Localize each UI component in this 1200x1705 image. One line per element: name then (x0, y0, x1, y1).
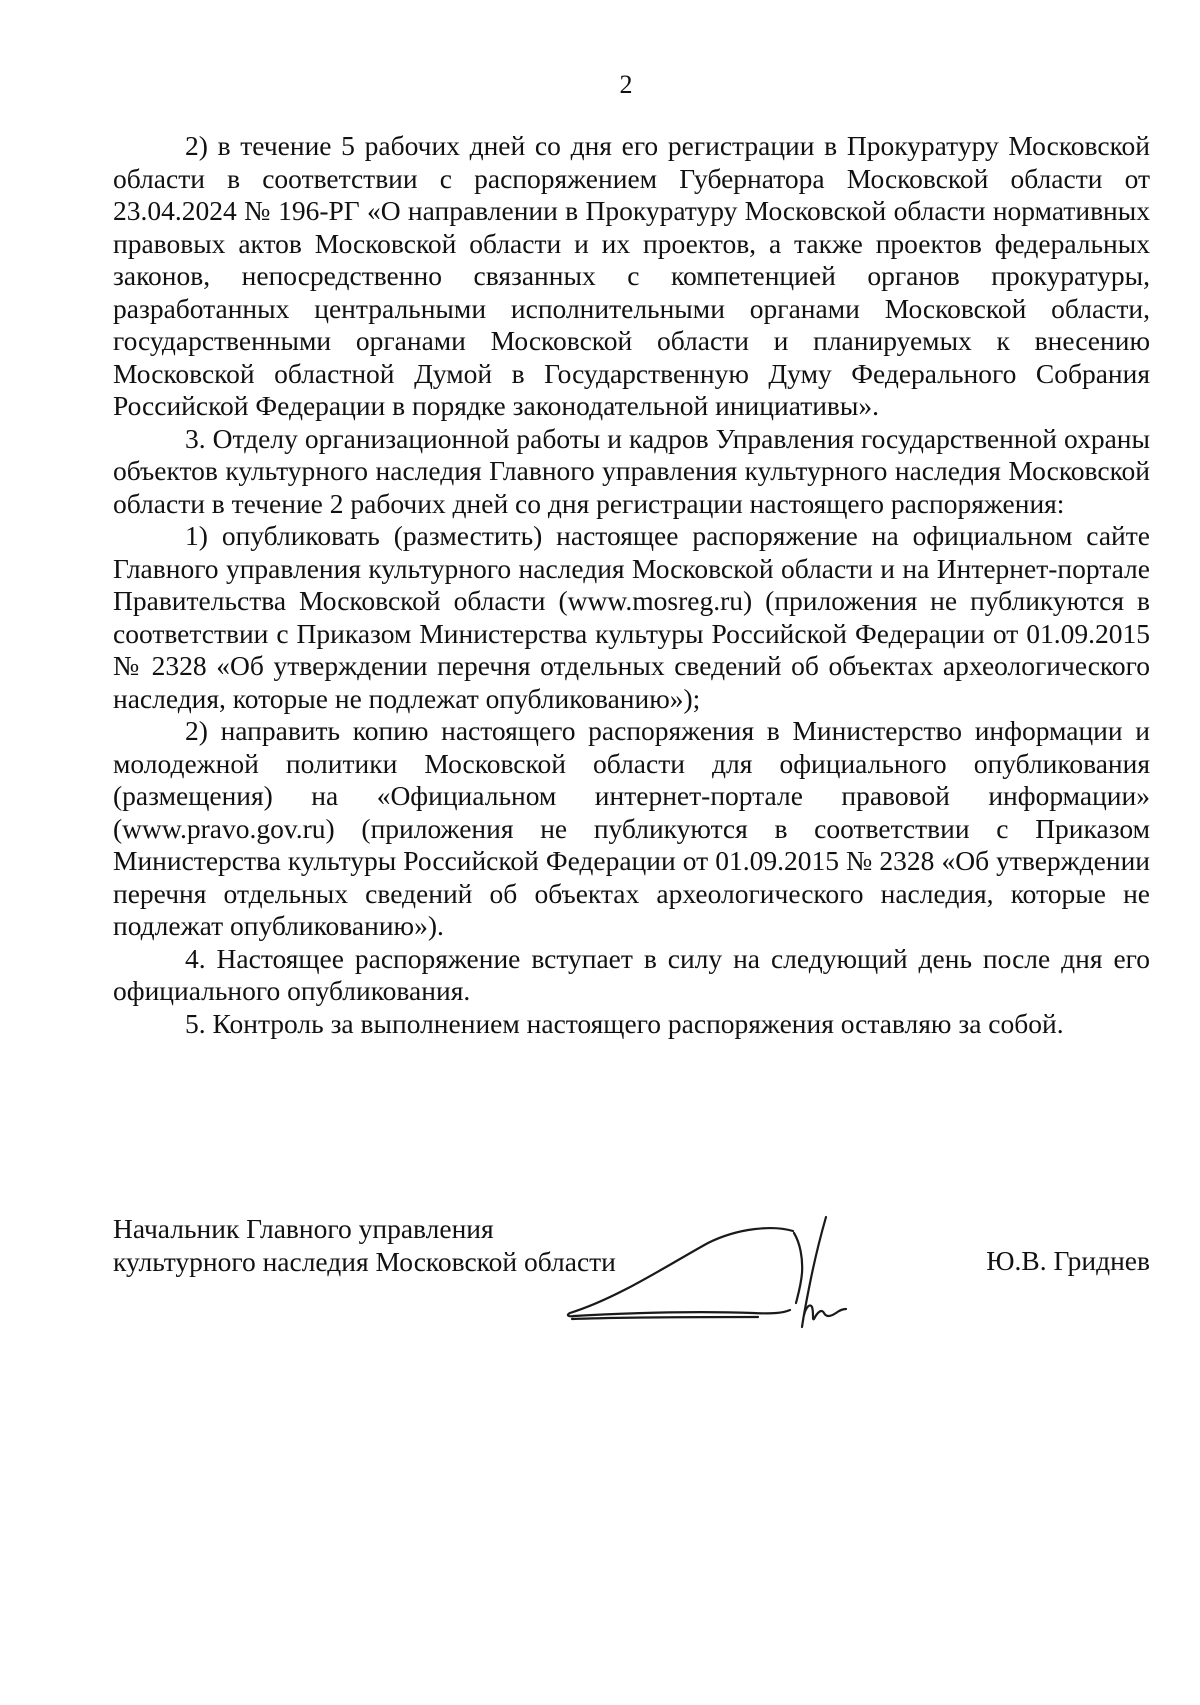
paragraph-3-2-send-copy: 2) направить копию настоящего распоряжения в Министерство информации и молодежной политики Московской области для официального опубликования (размещения) на «Официальном интернет-портале правовой информации» (www.pravo.gov.ru) (приложения не публикуются в соответствии с Приказом Министерства культуры Российской Федерации от 01.09.2015 № 2328 «Об утверждении перечня отдельных сведений об объектах археологического наследия, которые не подлежат опубликованию»). (113, 715, 1150, 941)
signature-block (113, 1213, 1150, 1353)
signatory-position-line-1: Начальник Главного управления (113, 1213, 494, 1244)
signatory-position-line-2: культурного наследия Московской области (113, 1245, 616, 1277)
paragraph-4-effective: 4. Настоящее распоряжение вступает в силу на следующий день после дня его официального опубликования. (113, 942, 1150, 1006)
handwritten-signature (558, 1203, 898, 1343)
signatory-name: Ю.В. Гриднев (986, 1245, 1150, 1276)
paragraph-3-department: 3. Отделу организационной работы и кадров Управления государственной охраны объектов культурного наследия Главного управления культурного наследия Московской области в течение 2 рабочих дней со дня регистрации настоящего распоряжения: (113, 422, 1150, 519)
paragraph-2-prosecutor: 2) в течение 5 рабочих дней со дня его регистрации в Прокуратуру Московской области в соответствии с распоряжением Губернатора Московской области от 23.04.2024 № 196-РГ «О направлении в Прокуратуру Московской области нормативных правовых актов Московской области и их проектов, а также проектов федеральных законов, непосредственно связанных с компетенцией органов прокуратуры, разработанных центральными исполнительными органами Московской области, государственными органами Московской области и планируемых к внесению Московской областной Думой в Государственную Думу Федерального Собрания Российской Федерации в порядке законодательной инициативы». (113, 130, 1150, 421)
signatory-position (113, 1213, 616, 1278)
document-body (113, 130, 1150, 1040)
page-number: 2 (619, 70, 633, 99)
paragraph-5-control: 5. Контроль за выполнением настоящего распоряжения оставляю за собой. (185, 1007, 1064, 1039)
paragraph-3-1-publish: 1) опубликовать (разместить) настоящее распоряжение на официальном сайте Главного управления культурного наследия Московской области и на Интернет-портале Правительства Московской области (www.mosreg.ru) (приложения не публикуются в соответствии с Приказом Министерства культуры Российской Федерации от 01.09.2015 № 2328 «Об утверждении перечня отдельных сведений об объектах археологического наследия, которые не подлежат опубликованию»); (113, 520, 1150, 714)
